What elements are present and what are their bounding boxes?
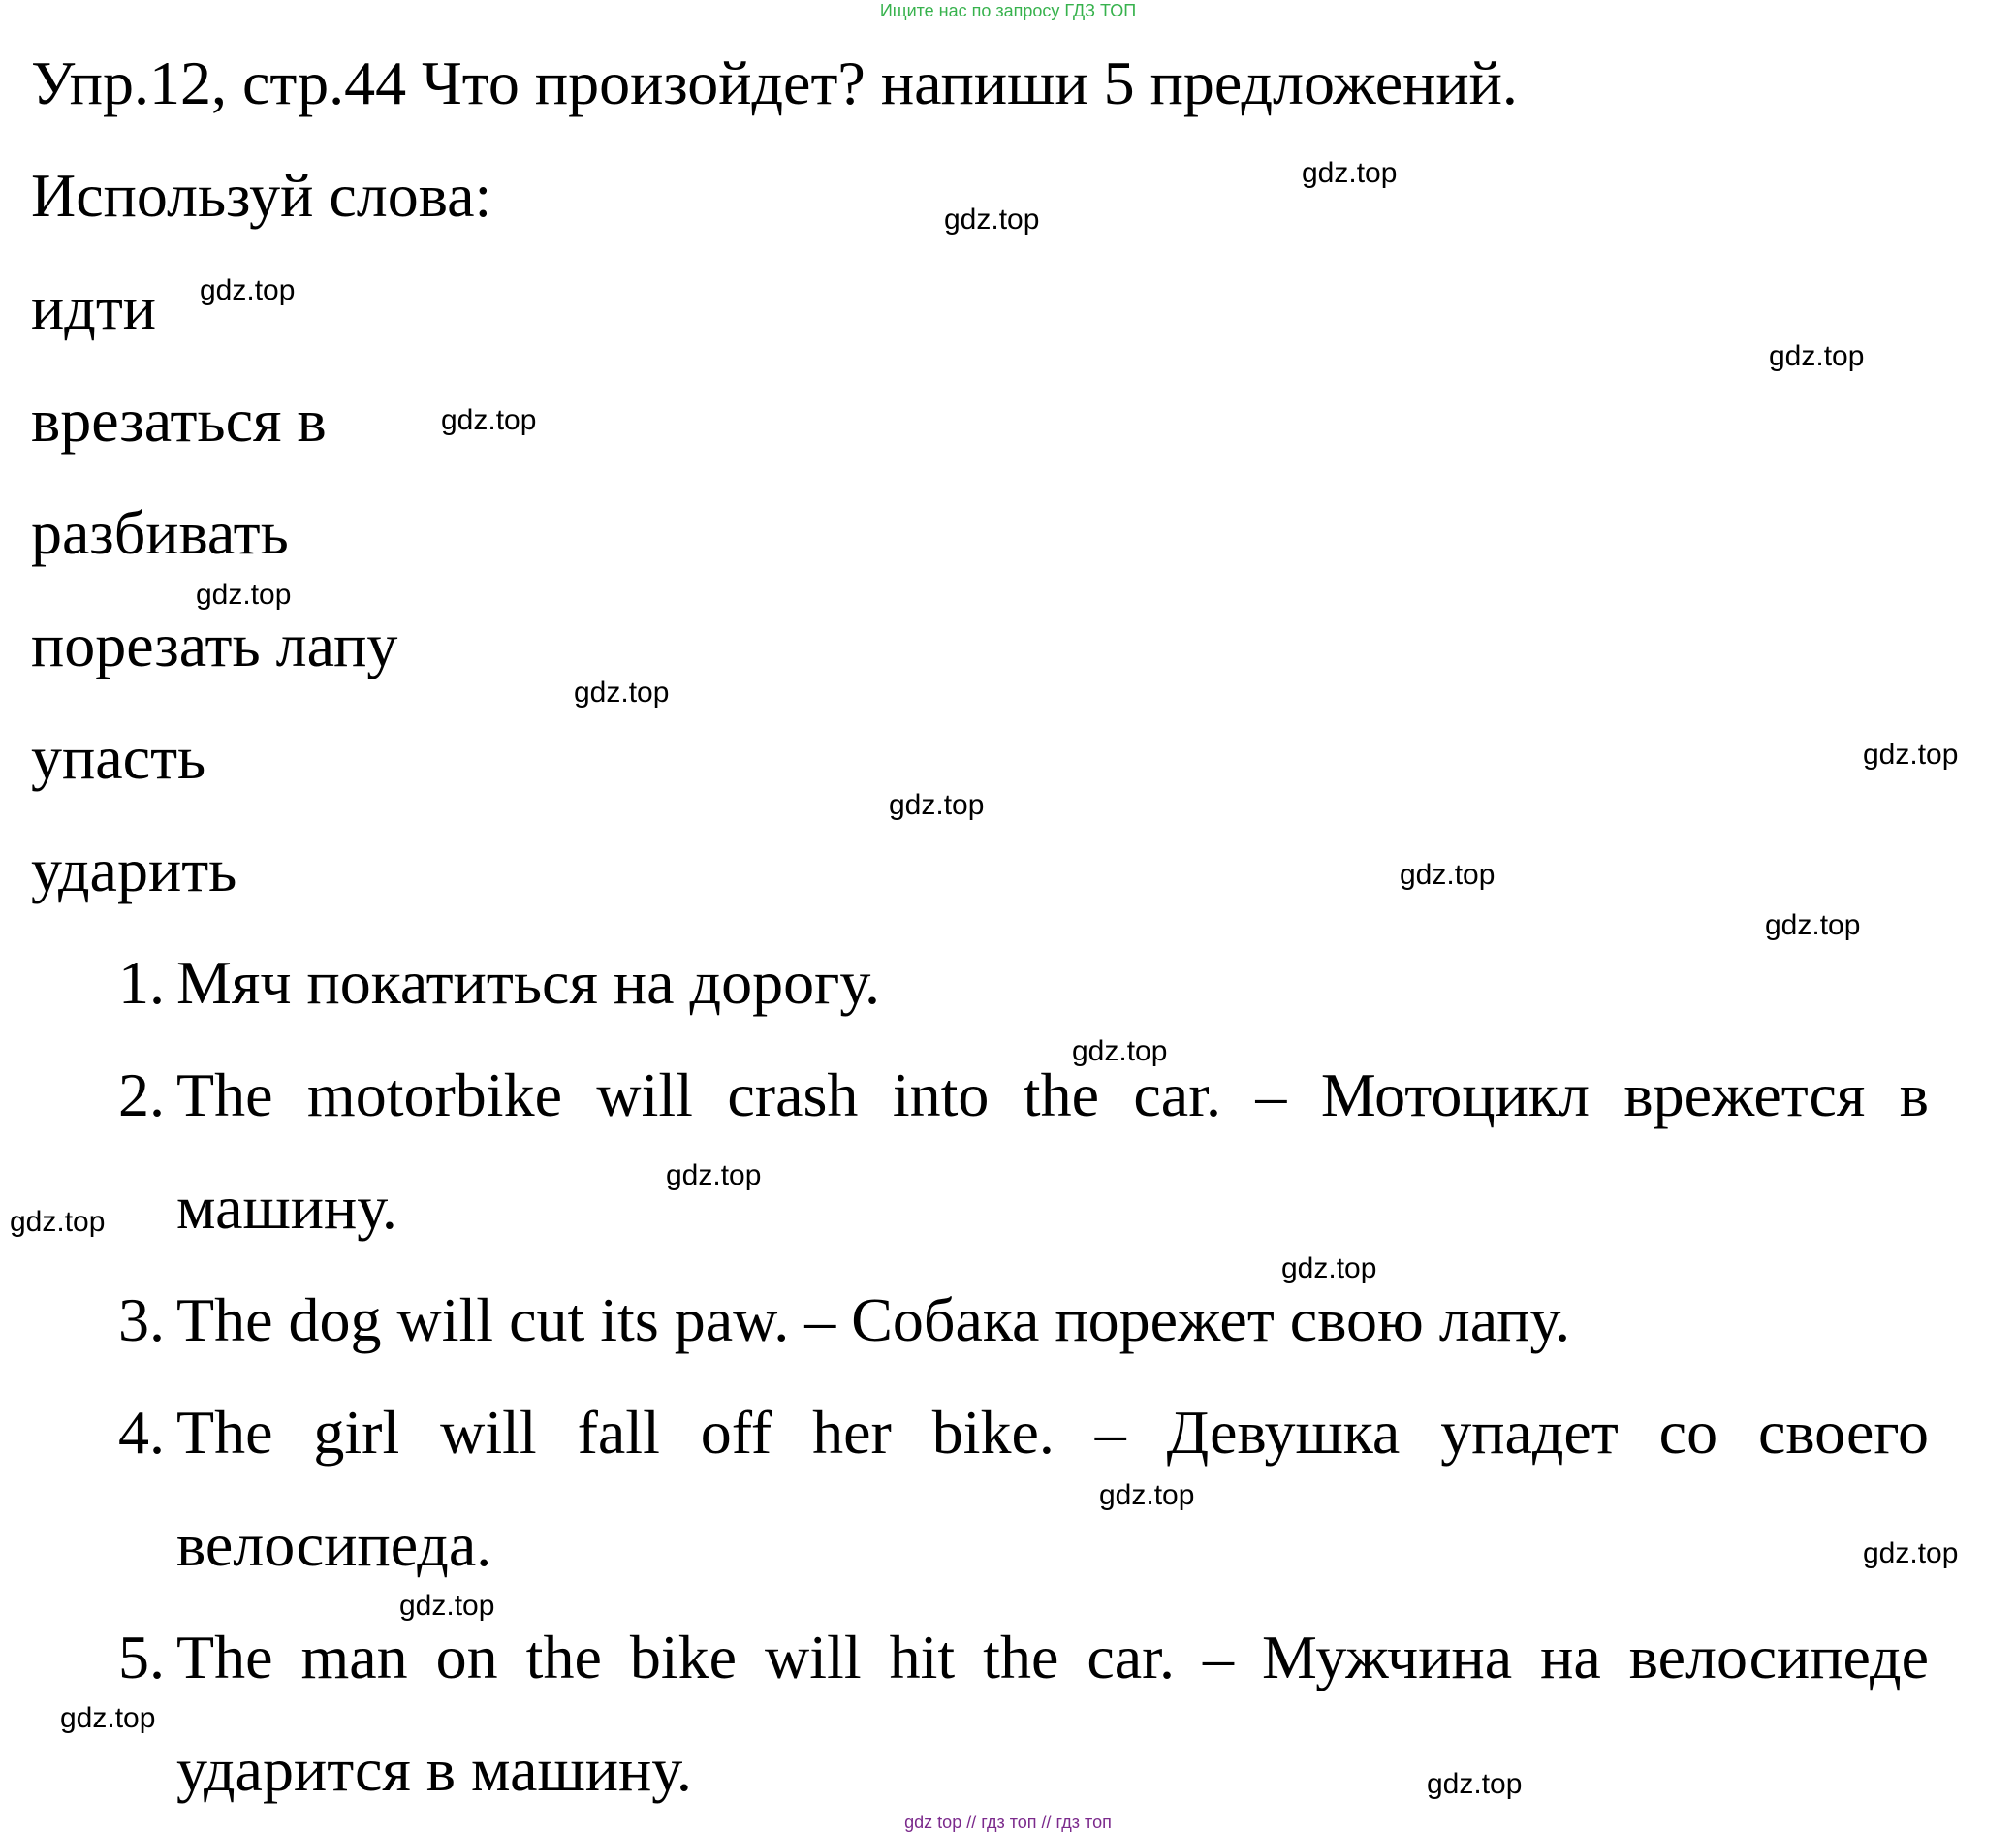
watermark: gdz.top [889, 789, 985, 821]
watermark: gdz.top [1863, 739, 1959, 771]
sentence-line: ударится в машину. [176, 1735, 692, 1804]
word-item: разбивать [31, 498, 289, 567]
watermark: gdz.top [1769, 340, 1865, 372]
word-item: ударить [31, 836, 237, 904]
watermark: gdz.top [10, 1206, 106, 1238]
watermark: gdz.top [60, 1702, 156, 1734]
sentence-number: 2. [118, 1060, 165, 1129]
watermark: gdz.top [1427, 1768, 1523, 1800]
watermark: gdz.top [1765, 909, 1861, 941]
sentence-number: 1. [118, 948, 165, 1017]
word-item: упасть [31, 723, 206, 792]
watermark: gdz.top [200, 274, 296, 306]
watermark: gdz.top [1400, 859, 1496, 891]
sentence-line: велосипеда. [176, 1510, 492, 1579]
sentence-line: The man on the bike will hit the car. – Мужчина на велосипеде [176, 1623, 1929, 1691]
watermark: gdz.top [399, 1590, 495, 1622]
word-item: идти [31, 273, 157, 342]
footer-watermark: gdz top // гдз топ // гдз топ [904, 1813, 1112, 1832]
page-title: Упр.12, стр.44 Что произойдет? напиши 5 предложений. [31, 48, 1518, 117]
watermark: gdz.top [666, 1159, 762, 1191]
watermark: gdz.top [944, 204, 1040, 236]
sentence-number: 4. [118, 1398, 165, 1467]
watermark: gdz.top [1281, 1252, 1377, 1284]
watermark: gdz.top [1072, 1035, 1168, 1067]
sentence-line: The girl will fall off her bike. – Девушка упадет со своего [176, 1398, 1929, 1467]
watermark: gdz.top [196, 579, 292, 611]
top-banner: Ищите нас по запросу ГДЗ ТОП [879, 1, 1137, 20]
sentence-line: The motorbike will crash into the car. – Мотоцикл врежется в [176, 1060, 1929, 1129]
sentence-line: The dog will cut its paw. – Собака порежет свою лапу. [176, 1285, 1571, 1354]
watermark: gdz.top [1863, 1537, 1959, 1569]
sentence-number: 5. [118, 1623, 165, 1691]
watermark: gdz.top [574, 677, 670, 709]
watermark: gdz.top [1099, 1479, 1195, 1511]
sentence-line: машину. [176, 1173, 397, 1242]
watermark: gdz.top [1302, 157, 1398, 189]
use-words-label: Используй слова: [31, 161, 492, 230]
word-item: врезаться в [31, 386, 327, 455]
watermark: gdz.top [441, 404, 537, 436]
word-item: порезать лапу [31, 611, 398, 679]
sentence-line: Мяч покатиться на дорогу. [176, 948, 880, 1017]
sentence-number: 3. [118, 1285, 165, 1354]
